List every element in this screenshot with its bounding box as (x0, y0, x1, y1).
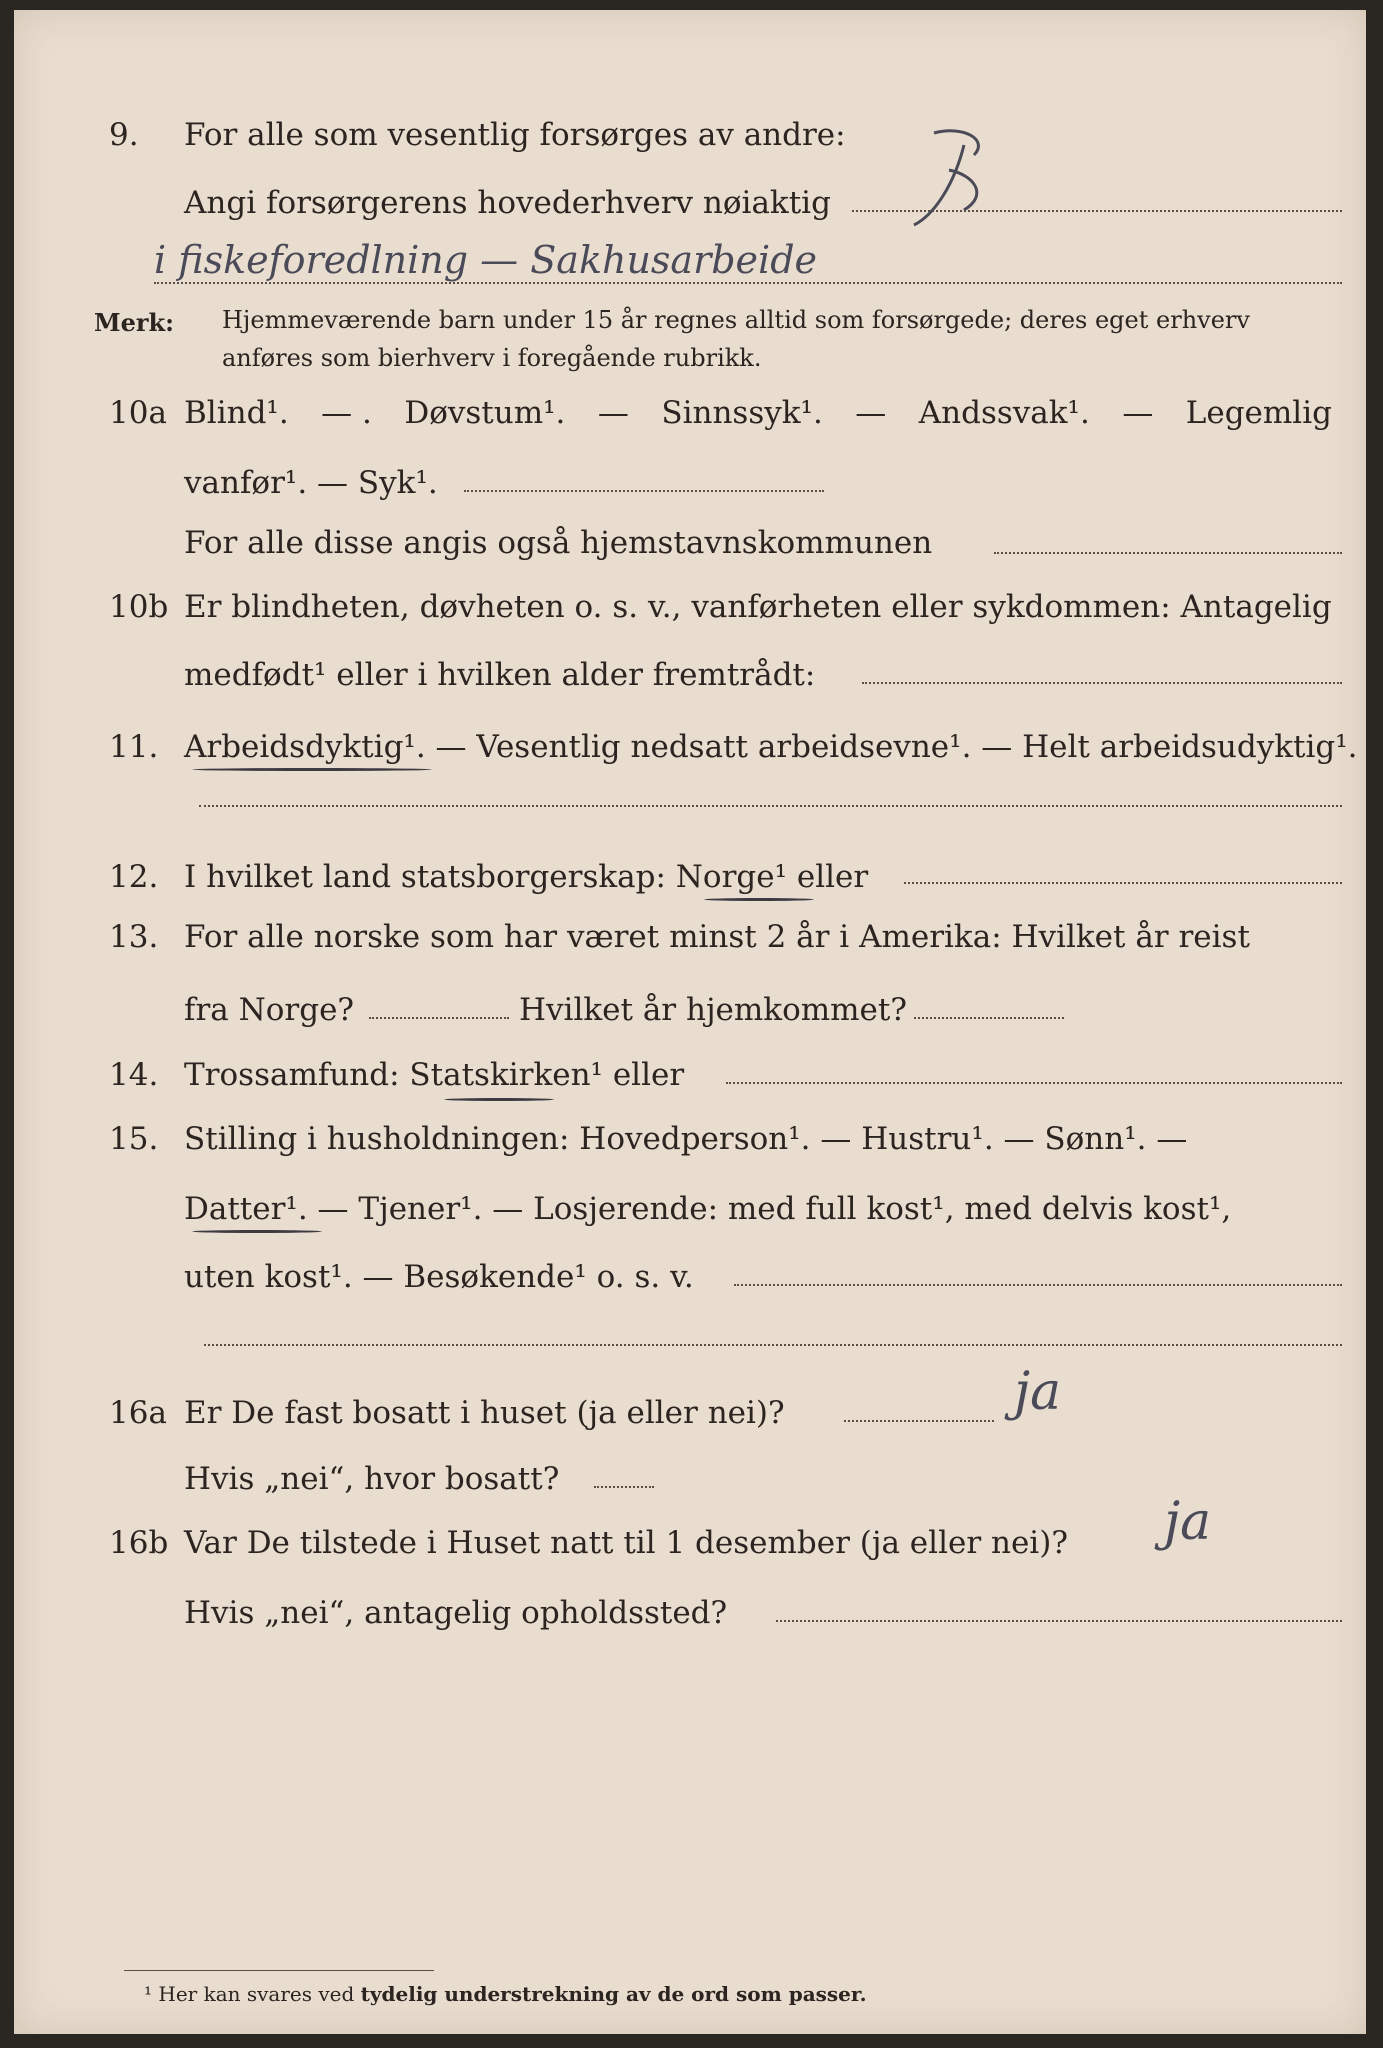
footnote-rule (124, 1970, 434, 1971)
merk-text-1: Hjemmeværende barn under 15 år regnes alltid som forsørgede; deres eget erhverv (222, 306, 1250, 334)
q9-line-2 (14, 178, 1366, 228)
q10b-dotline (862, 682, 1342, 684)
q16b-dotline (776, 1620, 1342, 1622)
q15-handwritten-underline (192, 1230, 322, 1233)
q10a-question-2: vanfør¹. — Syk¹. (184, 465, 438, 501)
q14-handwritten-underline (444, 1098, 554, 1101)
q10a-line-3 (14, 518, 1366, 568)
q11-dotline (199, 805, 1342, 807)
q10b-number: 10b (109, 589, 169, 625)
footnote-mark: ¹ (144, 1982, 153, 2006)
q9-handwritten-answer: i fiskeforedlning — Sakhusarbeide (154, 238, 818, 282)
q16a-question: Er De fast bosatt i huset (ja eller nei)? (184, 1395, 785, 1431)
q11-line-1 (14, 722, 1366, 772)
q11-number: 11. (109, 729, 159, 765)
footnote (144, 1982, 867, 2006)
q15-line-3 (14, 1252, 1366, 1302)
q16b-number: 16b (109, 1525, 169, 1561)
q13-line-1 (14, 912, 1366, 962)
q15-line-1 (14, 1114, 1366, 1164)
census-form-page (14, 10, 1366, 2034)
merk-label: Merk: (94, 308, 174, 337)
q10a-option-1: — . (321, 395, 372, 431)
q16a-line-1 (14, 1388, 1366, 1438)
q10a-option-3: — (597, 395, 629, 431)
q13-dotline-2 (914, 1017, 1064, 1019)
q10a-dotline-1 (464, 490, 824, 492)
q10b-question-2: medfødt¹ eller i hvilken alder fremtrådt: (184, 657, 816, 693)
q10a-option-4: Sinnssyk¹. (661, 395, 823, 431)
q13-number: 13. (109, 919, 159, 955)
q16b-line-2 (14, 1588, 1366, 1638)
q10a-option-2: Døvstum¹. (404, 395, 566, 431)
q12-handwritten-underline (704, 898, 814, 901)
q16a-handwritten-answer: ja (1014, 1362, 1062, 1422)
q10a-line-2 (14, 458, 1366, 508)
q10a-dotline-2 (994, 552, 1342, 554)
q13-question-2a: fra Norge? (184, 992, 355, 1028)
q16b-handwritten-answer: ja (1164, 1492, 1212, 1552)
q9-answer-line-2 (154, 282, 1342, 284)
q10a-line-1 (14, 388, 1366, 438)
q9-number: 9. (109, 117, 139, 153)
q9-question: For alle som vesentlig forsørges av andre: (184, 117, 846, 153)
q16b-question: Var De tilstede i Huset natt til 1 desember (ja eller nei)? (184, 1525, 1068, 1561)
q10a-number: 10a (109, 395, 167, 431)
q14-dotline (726, 1082, 1342, 1084)
q10a-option-0: Blind¹. (184, 395, 289, 431)
q12-dotline (904, 882, 1342, 884)
q15-dotline-1 (734, 1284, 1342, 1286)
footnote-bold-text: tydelig understrekning av de ord som passer. (360, 1982, 867, 2006)
q16a-dotline-1 (844, 1420, 994, 1422)
q12-number: 12. (109, 859, 159, 895)
merk-line-1 (14, 302, 1366, 338)
q10b-line-1 (14, 582, 1366, 632)
q14-line-1 (14, 1050, 1366, 1100)
q15-line-2 (14, 1184, 1366, 1234)
q15-number: 15. (109, 1121, 159, 1157)
merk-line-2 (14, 340, 1366, 376)
q15-dotline-2 (204, 1344, 1342, 1346)
q11-handwritten-underline (192, 768, 432, 771)
q12-question: I hvilket land statsborgerskap: Norge¹ eller (184, 859, 869, 895)
q16b-question-2: Hvis „nei“, antagelig opholdssted? (184, 1595, 728, 1631)
q10a-option-8: Legemlig (1185, 395, 1332, 431)
q12-line-1 (14, 852, 1366, 902)
q15-question-2: Datter¹. — Tjener¹. — Losjerende: med full kost¹, med delvis kost¹, (184, 1191, 1232, 1227)
q9-line-1 (14, 110, 1366, 160)
q9-question-2: Angi forsørgerens hovederhverv nøiaktig (184, 185, 831, 221)
q16a-dotline-2 (594, 1486, 654, 1488)
q13-line-2 (14, 985, 1366, 1035)
q10a-option-6: Andssvak¹. (918, 395, 1090, 431)
q10a-option-5: — (855, 395, 887, 431)
q15-question-3: uten kost¹. — Besøkende¹ o. s. v. (184, 1259, 694, 1295)
q9-handwritten-flourish (894, 125, 1004, 235)
q16a-number: 16a (109, 1395, 167, 1431)
footnote-text: Her kan svares ved (158, 1982, 355, 2006)
q11-question: Arbeidsdyktig¹. — Vesentlig nedsatt arbeidsevne¹. — Helt arbeidsudyktig¹. (184, 729, 1358, 765)
q15-question: Stilling i husholdningen: Hovedperson¹. — Hustru¹. — Sønn¹. — (184, 1121, 1188, 1157)
q13-dotline-1 (369, 1017, 509, 1019)
q10b-question: Er blindheten, døvheten o. s. v., vanførheten eller sykdommen: Antagelig (184, 589, 1332, 625)
q14-question: Trossamfund: Statskirken¹ eller (184, 1057, 685, 1093)
q16a-question-2: Hvis „nei“, hvor bosatt? (184, 1461, 560, 1497)
q13-question-2b: Hvilket år hjemkommet? (519, 992, 907, 1028)
merk-text-2: anføres som bierhverv i foregående rubrikk. (222, 344, 762, 372)
q10a-option-7: — (1122, 395, 1154, 431)
q10a-options (184, 388, 1332, 438)
q13-question: For alle norske som har været minst 2 år i Amerika: Hvilket år reist (184, 919, 1250, 955)
q10b-line-2 (14, 650, 1366, 700)
q10a-question-3: For alle disse angis også hjemstavnskommunen (184, 525, 933, 561)
q14-number: 14. (109, 1057, 159, 1093)
